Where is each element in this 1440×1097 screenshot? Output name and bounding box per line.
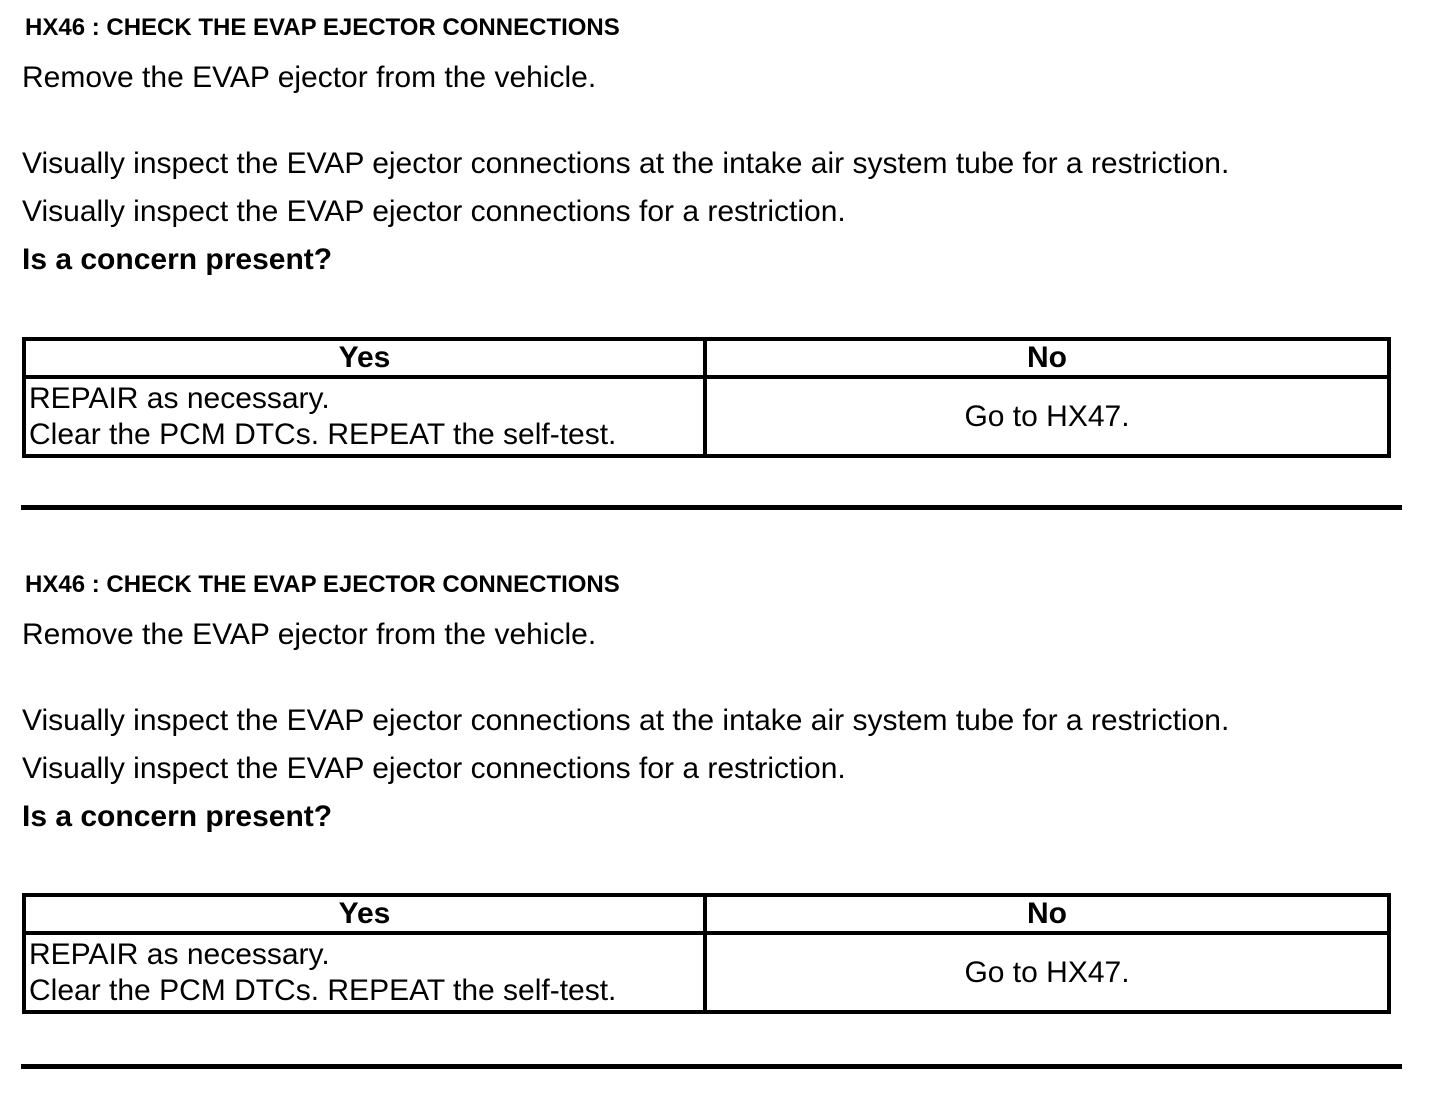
yes-action-line-2: Clear the PCM DTCs. REPEAT the self-test. [29,973,617,1007]
section-divider [21,505,1402,510]
yes-no-table [22,337,1391,458]
instruction-remove-ejector: Remove the EVAP ejector from the vehicle. [22,61,597,94]
instruction-inspect-connections: Visually inspect the EVAP ejector connections for a restriction. [22,195,846,228]
section-divider [21,1064,1402,1069]
no-action-cell: Go to HX47. [705,933,1389,1012]
yes-action-cell [24,377,705,456]
no-column-header: No [705,895,1389,933]
instruction-inspect-intake-tube: Visually inspect the EVAP ejector connections at the intake air system tube for a restriction. [22,147,1230,180]
yes-action-line-2: Clear the PCM DTCs. REPEAT the self-test. [29,417,617,451]
yes-column-header: Yes [24,895,705,933]
yes-action-line-1: REPAIR as necessary. [29,381,330,415]
procedure-step-2 [0,557,1440,1097]
step-heading: HX46 : CHECK THE EVAP EJECTOR CONNECTIONS [25,571,620,598]
yes-action-cell [24,933,705,1012]
instruction-inspect-connections: Visually inspect the EVAP ejector connections for a restriction. [22,752,846,785]
no-column-header: No [705,339,1389,377]
instruction-remove-ejector: Remove the EVAP ejector from the vehicle. [22,618,597,651]
concern-question: Is a concern present? [22,243,333,276]
instruction-inspect-intake-tube: Visually inspect the EVAP ejector connections at the intake air system tube for a restriction. [22,704,1230,737]
step-heading: HX46 : CHECK THE EVAP EJECTOR CONNECTIONS [25,14,620,41]
yes-column-header: Yes [24,339,705,377]
procedure-step-1 [0,0,1440,540]
concern-question: Is a concern present? [22,800,333,833]
no-action-cell: Go to HX47. [705,377,1389,456]
yes-action-line-1: REPAIR as necessary. [29,937,330,971]
yes-no-table [22,893,1391,1014]
